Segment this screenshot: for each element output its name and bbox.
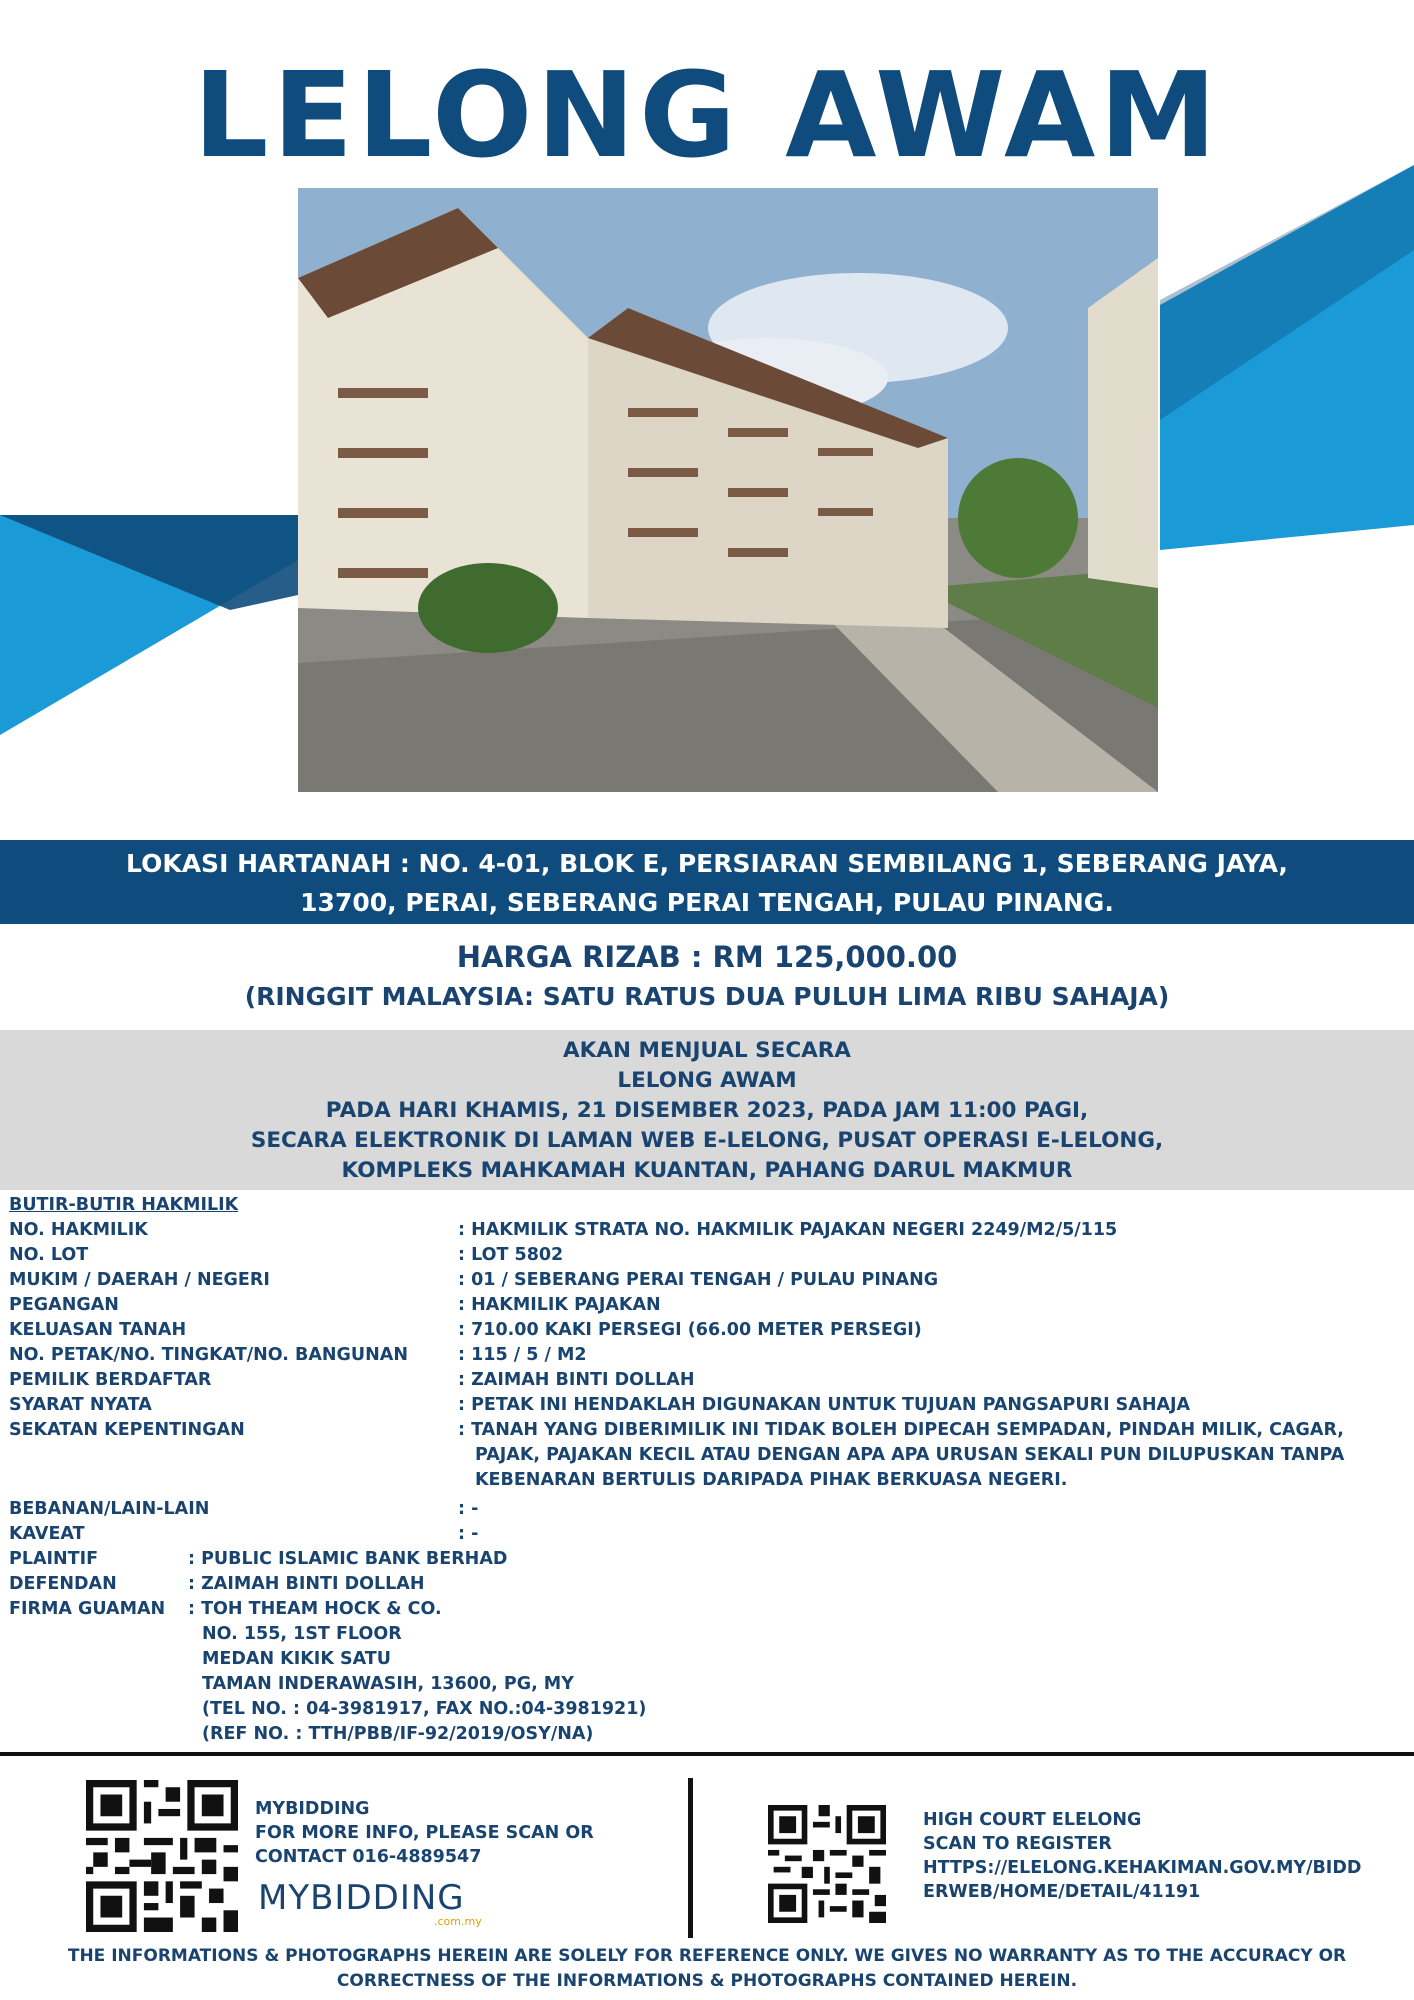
- defendan-value: : ZAIMAH BINTI DOLLAH: [188, 1574, 425, 1594]
- firma-address-line: (REF NO. : TTH/PBB/IF-92/2019/OSY/NA): [202, 1724, 594, 1744]
- auction-info-box: [0, 1030, 1414, 1190]
- auction-line: PADA HARI KHAMIS, 21 DISEMBER 2023, PADA JAM 11:00 PAGI,: [325, 1098, 1089, 1123]
- mybidding-line: FOR MORE INFO, PLEASE SCAN OR: [255, 1823, 594, 1843]
- property-photo: [298, 188, 1158, 792]
- firma-value: : TOH THEAM HOCK & CO.: [188, 1599, 442, 1619]
- mybidding-info: [255, 1797, 594, 1869]
- footer-divider: [0, 1752, 1414, 1756]
- detail-label: NO. LOT: [9, 1245, 89, 1265]
- detail-label: MUKIM / DAERAH / NEGERI: [9, 1270, 270, 1290]
- disclaimer: [0, 1944, 1414, 1994]
- detail-value: : 115 / 5 / M2: [458, 1345, 587, 1365]
- location-bar: [0, 840, 1414, 924]
- detail-value: : TANAH YANG DIBERIMILIK INI TIDAK BOLEH DIPECAH SEMPADAN, PINDAH MILIK, CAGAR,: [458, 1420, 1344, 1440]
- detail-value: : PETAK INI HENDAKLAH DIGUNAKAN UNTUK TUJUAN PANGSAPURI SAHAJA: [458, 1395, 1191, 1415]
- mybidding-logo: [258, 1878, 465, 1918]
- detail-label: SEKATAN KEPENTINGAN: [9, 1420, 245, 1440]
- mybidding-line: MYBIDDING: [255, 1799, 370, 1819]
- firma-address-line: NO. 155, 1ST FLOOR: [202, 1624, 402, 1644]
- detail-value: : 01 / SEBERANG PERAI TENGAH / PULAU PINANG: [458, 1270, 939, 1290]
- disclaimer-line: THE INFORMATIONS & PHOTOGRAPHS HEREIN ARE SOLELY FOR REFERENCE ONLY. WE GIVES NO WARRANTY AS TO THE ACCURACY OR: [67, 1946, 1347, 1966]
- elelong-line: HIGH COURT ELELONG: [923, 1810, 1142, 1830]
- defendan-label: DEFENDAN: [9, 1574, 117, 1594]
- elelong-url-line[interactable]: ERWEB/HOME/DETAIL/41191: [923, 1882, 1201, 1902]
- page-title: LELONG AWAM: [193, 46, 1221, 184]
- reserve-price-words: (RINGGIT MALAYSIA: SATU RATUS DUA PULUH LIMA RIBU SAHAJA): [244, 982, 1170, 1011]
- elelong-url-line[interactable]: HTTPS://ELELONG.KEHAKIMAN.GOV.MY/BIDD: [923, 1858, 1362, 1878]
- mybidding-qr-code[interactable]: [86, 1780, 238, 1932]
- firma-label: FIRMA GUAMAN: [9, 1599, 166, 1619]
- detail-value: : -: [458, 1499, 479, 1519]
- detail-value: : -: [458, 1524, 479, 1544]
- auction-line: KOMPLEKS MAHKAMAH KUANTAN, PAHANG DARUL MAKMUR: [341, 1158, 1073, 1183]
- plaintif-value: : PUBLIC ISLAMIC BANK BERHAD: [188, 1549, 508, 1569]
- detail-label: NO. PETAK/NO. TINGKAT/NO. BANGUNAN: [9, 1345, 408, 1365]
- detail-value: : ZAIMAH BINTI DOLLAH: [458, 1370, 695, 1390]
- auction-line: AKAN MENJUAL SECARA: [563, 1038, 851, 1063]
- mybidding-logo-text: MYBIDDING: [258, 1878, 465, 1918]
- detail-value: : LOT 5802: [458, 1245, 564, 1265]
- mybidding-line: CONTACT 016-4889547: [255, 1847, 482, 1867]
- firma-address-line: MEDAN KIKIK SATU: [202, 1649, 391, 1669]
- reserve-price: HARGA RIZAB : RM 125,000.00: [456, 940, 958, 974]
- detail-label: PEGANGAN: [9, 1295, 119, 1315]
- elelong-qr-code[interactable]: [768, 1805, 886, 1923]
- detail-value: : HAKMILIK PAJAKAN: [458, 1295, 661, 1315]
- firma-address-line: TAMAN INDERAWASIH, 13600, PG, MY: [202, 1674, 574, 1694]
- elelong-info: [923, 1808, 1361, 1904]
- detail-label: NO. HAKMILIK: [9, 1220, 148, 1240]
- location-line-1: LOKASI HARTANAH : NO. 4-01, BLOK E, PERSIARAN SEMBILANG 1, SEBERANG JAYA,: [126, 849, 1288, 878]
- detail-label: KAVEAT: [9, 1524, 85, 1544]
- detail-label: SYARAT NYATA: [9, 1395, 152, 1415]
- auction-line: SECARA ELEKTRONIK DI LAMAN WEB E-LELONG, PUSAT OPERASI E-LELONG,: [250, 1128, 1164, 1153]
- detail-value-continued: KEBENARAN BERTULIS DARIPADA PIHAK BERKUASA NEGERI.: [475, 1470, 1068, 1490]
- details-heading: BUTIR-BUTIR HAKMILIK: [9, 1195, 239, 1215]
- auction-line: LELONG AWAM: [617, 1068, 797, 1093]
- mybidding-logo-sub: .com.my: [434, 1915, 482, 1928]
- detail-label: KELUASAN TANAH: [9, 1320, 187, 1340]
- firma-address-line: (TEL NO. : 04-3981917, FAX NO.:04-3981921): [202, 1699, 647, 1719]
- detail-value: : 710.00 KAKI PERSEGI (66.00 METER PERSEGI): [458, 1320, 922, 1340]
- footer-vertical-divider: [688, 1778, 693, 1938]
- detail-value-continued: PAJAK, PAJAKAN KECIL ATAU DENGAN APA APA URUSAN SEKALI PUN DILUPUSKAN TANPA: [475, 1445, 1345, 1465]
- location-line-2: 13700, PERAI, SEBERANG PERAI TENGAH, PULAU PINANG.: [300, 888, 1114, 917]
- plaintif-label: PLAINTIF: [9, 1549, 99, 1569]
- detail-value: : HAKMILIK STRATA NO. HAKMILIK PAJAKAN NEGERI 2249/M2/5/115: [458, 1220, 1118, 1240]
- disclaimer-line: CORRECTNESS OF THE INFORMATIONS & PHOTOGRAPHS CONTAINED HEREIN.: [336, 1971, 1078, 1991]
- elelong-line: SCAN TO REGISTER: [923, 1834, 1112, 1854]
- detail-label: BEBANAN/LAIN-LAIN: [9, 1499, 210, 1519]
- detail-label: PEMILIK BERDAFTAR: [9, 1370, 212, 1390]
